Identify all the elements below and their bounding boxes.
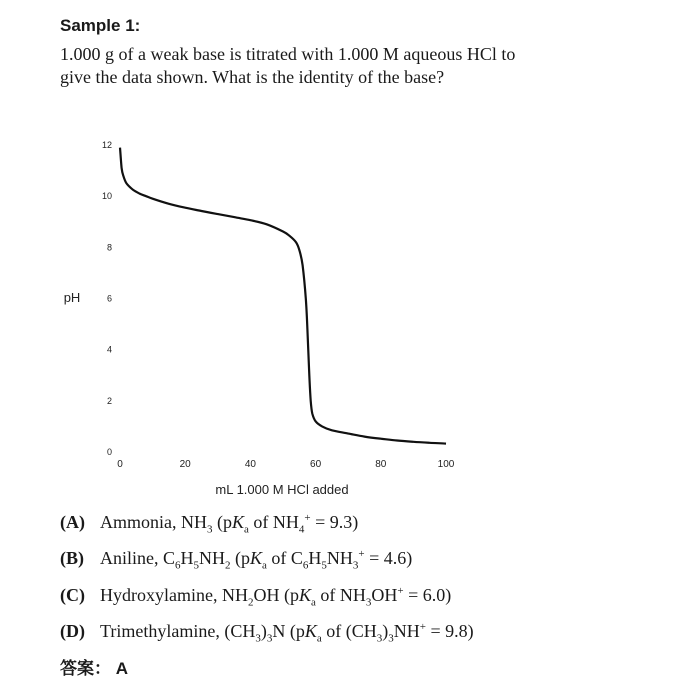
x-tick-label: 40 <box>244 459 256 470</box>
y-axis-label: pH <box>63 290 81 305</box>
answer-line: 答案： A <box>60 659 128 678</box>
choice-d: (D) Trimethylamine, $(CH_3)_3N$ ($pK_a$ of $(CH_3)_3NH^+ = 9.8$) <box>60 621 474 645</box>
x-axis-ticks <box>117 459 455 470</box>
question-text: 1.000 g of a weak base is titrated with 1.000 M aqueous HCl to give the data shown. What is the identity of the base? <box>60 44 516 87</box>
y-axis-ticks <box>102 140 112 457</box>
y-tick-label: 2 <box>106 395 112 406</box>
choice-c: (C) Hydroxylamine, $NH_2OH$ ($pK_a$ of $NH_3OH^+ = 6.0$) <box>60 585 452 609</box>
x-tick-label: 20 <box>179 459 191 470</box>
x-tick-label: 100 <box>437 459 455 470</box>
y-tick-label: 8 <box>106 242 112 253</box>
y-tick-label: 10 <box>101 191 112 202</box>
y-tick-label: 12 <box>101 140 112 150</box>
x-axis-label: mL 1.000 M HCl added <box>215 482 349 497</box>
titration-curve <box>120 148 446 444</box>
x-tick-label: 60 <box>310 459 322 470</box>
x-tick-label: 0 <box>117 459 123 470</box>
y-tick-label: 4 <box>106 344 112 355</box>
y-tick-label: 0 <box>106 447 112 457</box>
choice-b: (B) Aniline, $C_6H_5NH_2$ ($pK_a$ of $C_6H_5NH_3^+ = 4.6$) <box>60 548 413 572</box>
y-tick-label: 6 <box>106 293 112 304</box>
titration-chart <box>0 130 690 500</box>
x-tick-label: 80 <box>375 459 387 470</box>
choice-a: (A) Ammonia, $NH_3$ ($pK_a$ of $NH_4^+ = 9.3$) <box>60 512 359 536</box>
sample-heading: Sample 1: <box>60 16 141 35</box>
